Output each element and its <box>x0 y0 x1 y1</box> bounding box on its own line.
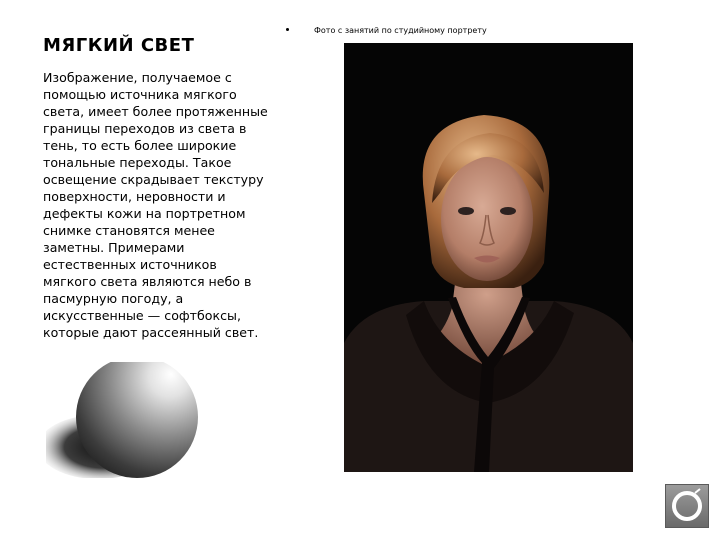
slide-body-text: Изображение, получаемое с помощью источника мягкого света, имеет более протяженные границы переходов из света в тень, то есть более широкие тональные переходы. Такое освещение скрадывает текстуру поверхности, неровности и дефекты кожи на портретном снимке становятся менее заметны. Примерами естественных источников мягкого света являются небо в пасмурную погоду, а искусственные — софтбоксы, которые дают рассеянный свет. <box>43 70 268 340</box>
soft-light-sphere-image <box>46 362 214 478</box>
portrait-photo <box>344 43 633 472</box>
portrait-image <box>344 43 633 472</box>
photo-caption <box>286 26 487 35</box>
slide-title: МЯГКИЙ СВЕТ <box>43 35 195 56</box>
circle-return-icon <box>666 485 708 527</box>
return-button[interactable] <box>665 484 709 528</box>
sphere-illustration <box>46 362 214 478</box>
photo-caption-text: Фото с занятий по студийному портрету <box>314 26 487 35</box>
bullet-icon <box>286 28 289 31</box>
